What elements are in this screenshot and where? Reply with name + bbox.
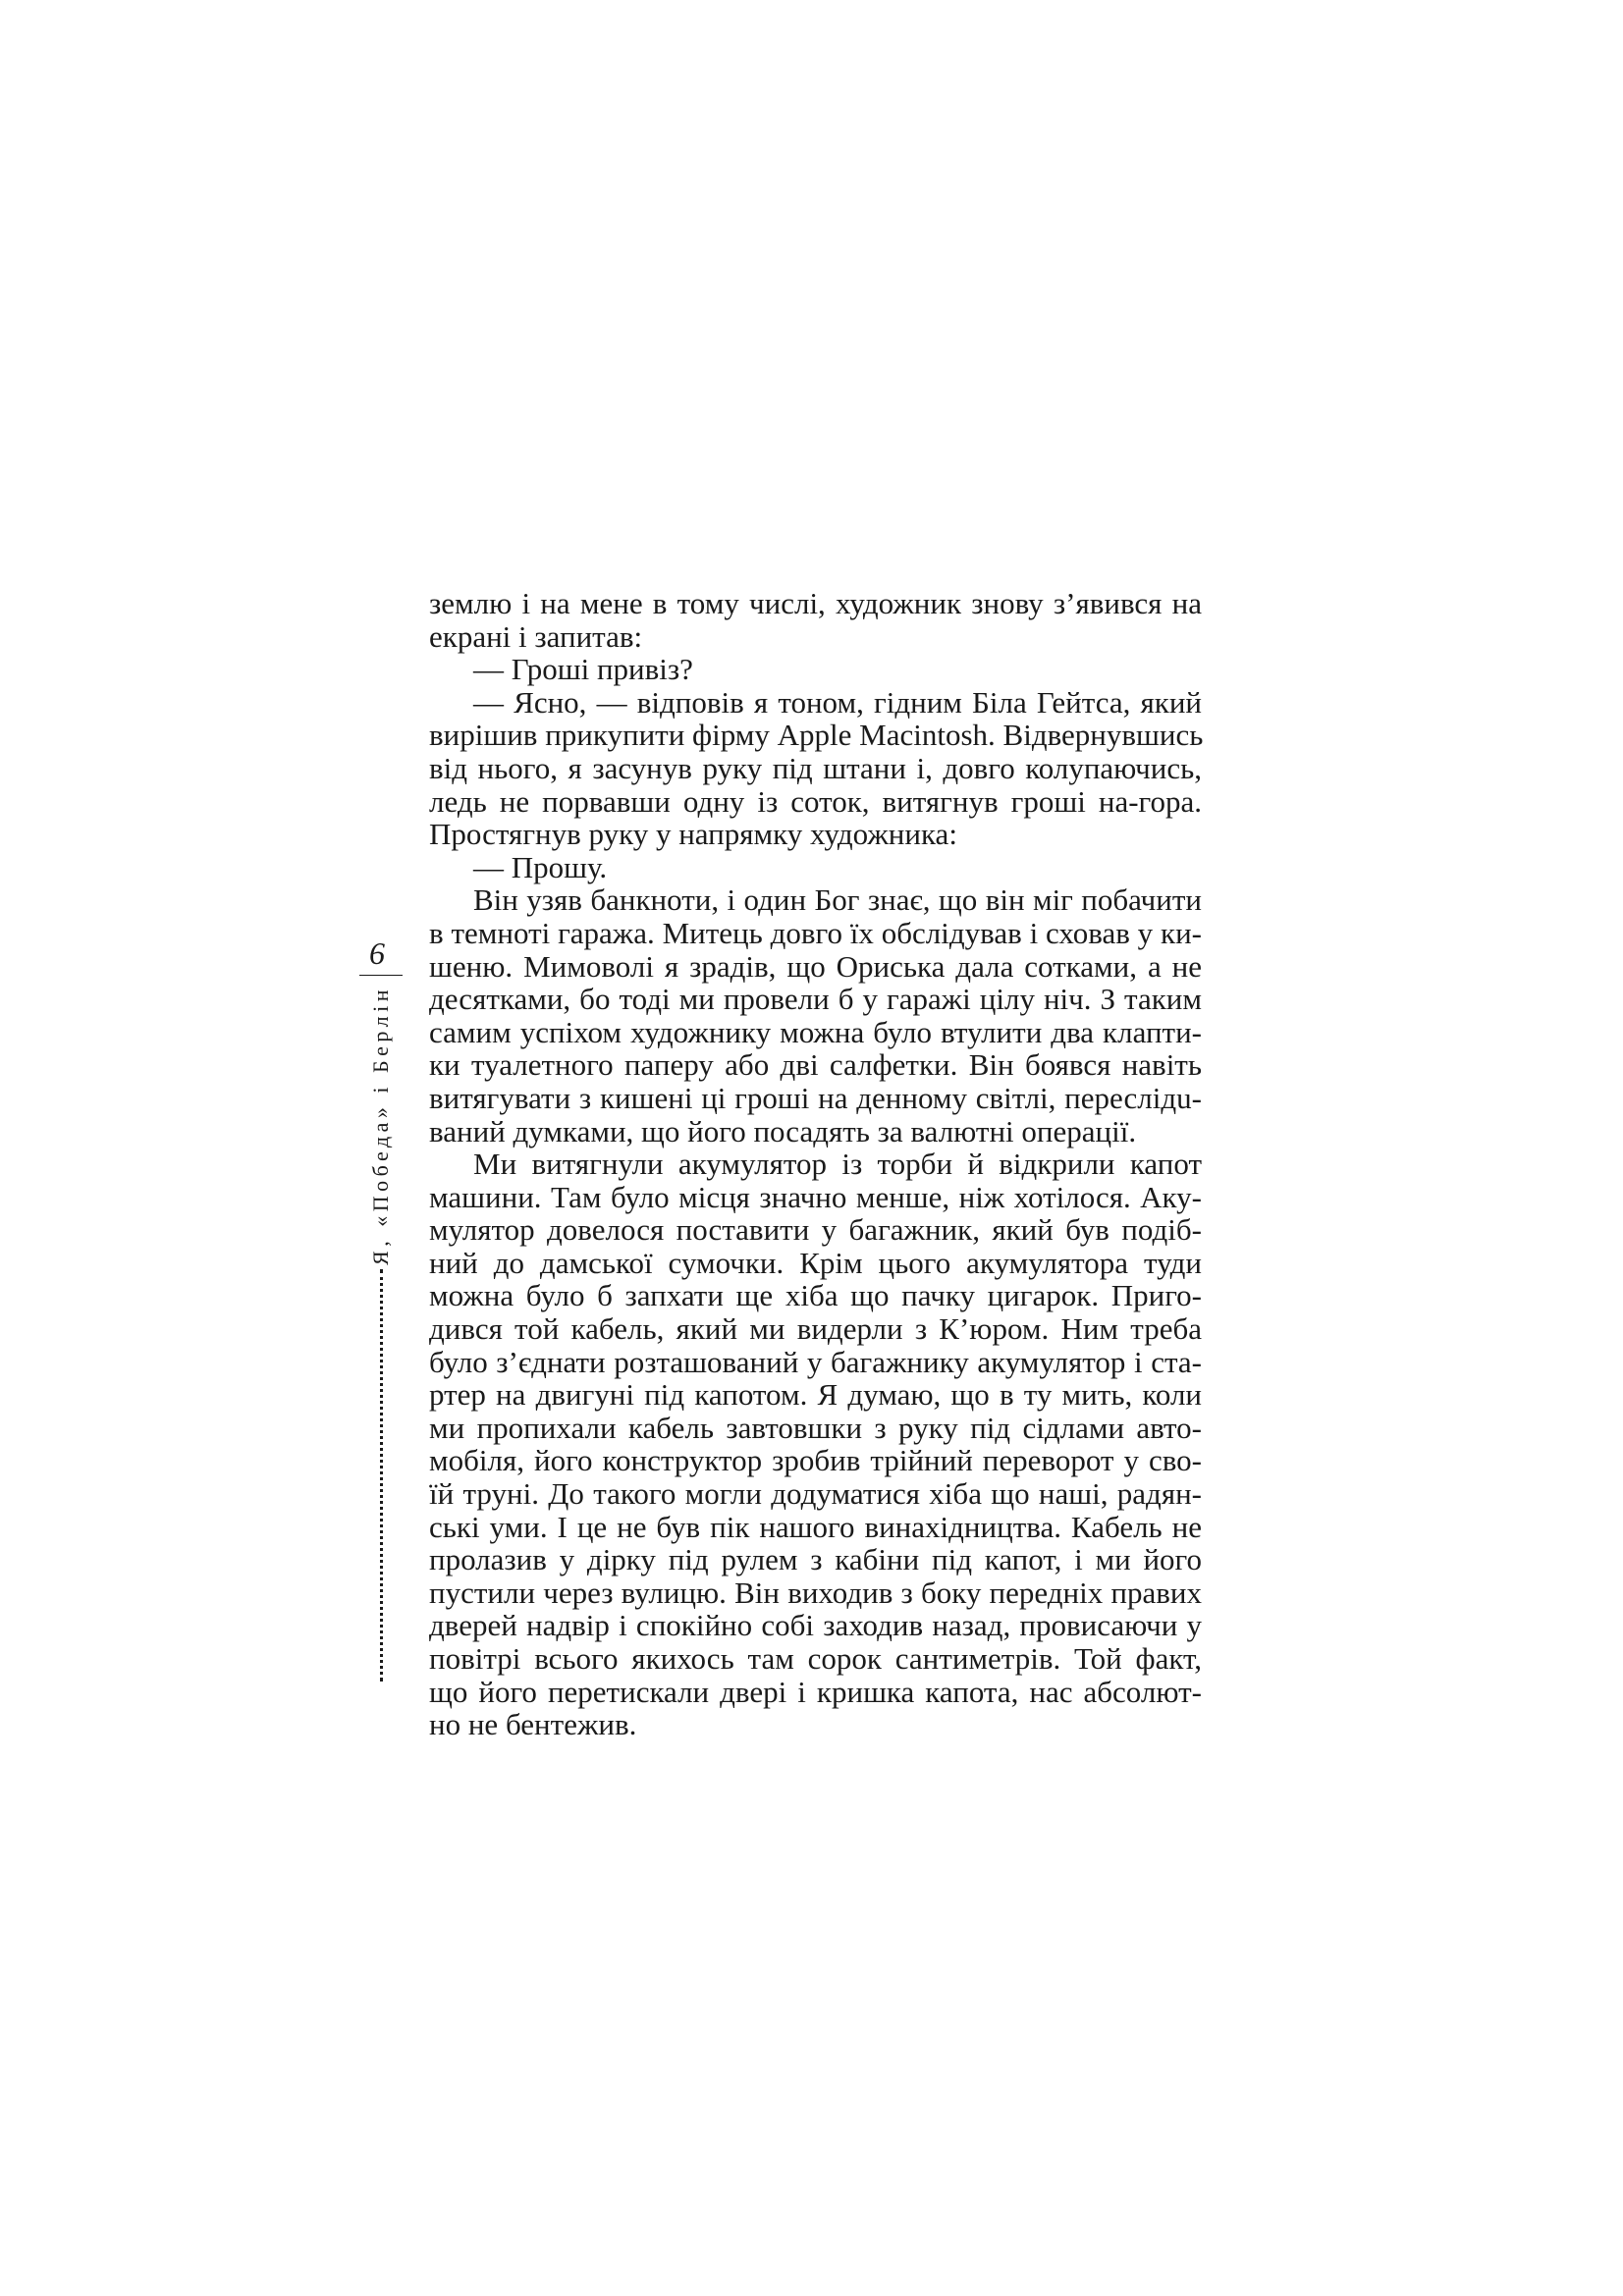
running-head-strip <box>369 986 393 1682</box>
text-line: їй труні. До такого могли додуматися хіба що наші, радян- <box>429 1476 1202 1512</box>
text-line: ртер на двигуні під капотом. Я думаю, що в ту мить, коли <box>429 1377 1202 1413</box>
text-line: ваний думками, що його посадять за валютні операції. <box>429 1113 1137 1148</box>
dotted-leader <box>380 1269 383 1682</box>
text-line: дверей надвір і спокійно собі заходив назад, провисаючи у <box>429 1608 1202 1643</box>
text-line: можна було б запхати ще хіба що пачку цигарок. Приго- <box>429 1278 1202 1313</box>
text-line: екрані і запитав: <box>429 618 643 654</box>
text-line: мулятор довелося поставити у багажник, який був подіб- <box>429 1212 1202 1248</box>
text-line: десятками, бо тоді ми провели б у гаражі цілу ніч. З таким <box>429 982 1202 1017</box>
text-line: дився той кабель, який ми видерли з К’юром. Ним треба <box>429 1311 1202 1347</box>
text-line: Ми витягнули акумулятор із торби й відкрили капот <box>473 1147 1202 1182</box>
running-head-title: Я, «Победа» і Берлін <box>368 986 393 1265</box>
text-line: що його перетискали двері і кришка капота, нас абсолют- <box>429 1674 1202 1709</box>
text-line: вирішив прикупити фірму Apple Macintosh. Відвернувшись <box>429 718 1204 753</box>
text-line: ледь не порвавши одну із соток, витягнув гроші на-гора. <box>429 783 1202 819</box>
text-line: — Ясно, — відповів я тоном, гідним Біла Гейтса, який <box>473 684 1202 720</box>
text-line: — Прошу. <box>473 849 608 884</box>
text-line: ки туалетного паперу або дві салфетки. Він боявся навіть <box>429 1047 1202 1083</box>
text-line: машини. Там було місця значно менше, ніж хотілося. Аку- <box>429 1179 1202 1214</box>
text-line: в темноті гаража. Митець довго їх обслідував і сховав у ки- <box>429 915 1202 950</box>
text-line: Він узяв банкноти, і один Бог знає, що він міг побачити <box>473 882 1202 918</box>
text-line: ські уми. І це не був пік нашого винахідництва. Кабель не <box>429 1509 1202 1544</box>
text-line: повітрі всього якихось там сорок сантиметрів. Той факт, <box>429 1641 1202 1676</box>
text-line: но не бентежив. <box>429 1707 637 1742</box>
text-line: пустили через вулицю. Він виходив з боку передніх правих <box>429 1575 1202 1610</box>
text-line: витягувати з кишені ці гроші на денному світлі, переслідu- <box>429 1080 1202 1115</box>
text-line: — Гроші привіз? <box>473 652 693 687</box>
text-line: самим успіхом художнику можна було втулити два клапти- <box>429 1014 1202 1049</box>
body-text <box>429 587 1202 1741</box>
text-line: землю і на мене в тому числі, художник знову з’явився на <box>429 586 1202 620</box>
text-line: ми пропихали кабель завтовшки з руку під сідлами авто- <box>429 1410 1202 1445</box>
text-line: від нього, я засунув руку під штани і, довго колупаючись, <box>429 750 1202 785</box>
text-line: пролазив у дірку під рулем з кабіни під капот, і ми його <box>429 1542 1202 1577</box>
text-line: шеню. Мимоволі я зрадів, що Ориська дала сотками, а не <box>429 948 1202 984</box>
text-line: ний до дамської сумочки. Крім цього акумулятора туди <box>429 1245 1202 1280</box>
text-line: Простягнув руку у напрямку художника: <box>429 817 957 852</box>
page-number: 6 <box>369 935 385 971</box>
page-number-rule <box>359 975 403 976</box>
text-line: було з’єднати розташований у багажнику акумулятор і ста- <box>429 1344 1202 1379</box>
text-line: мобіля, його конструктор зробив трійний переворот у сво- <box>429 1443 1202 1478</box>
